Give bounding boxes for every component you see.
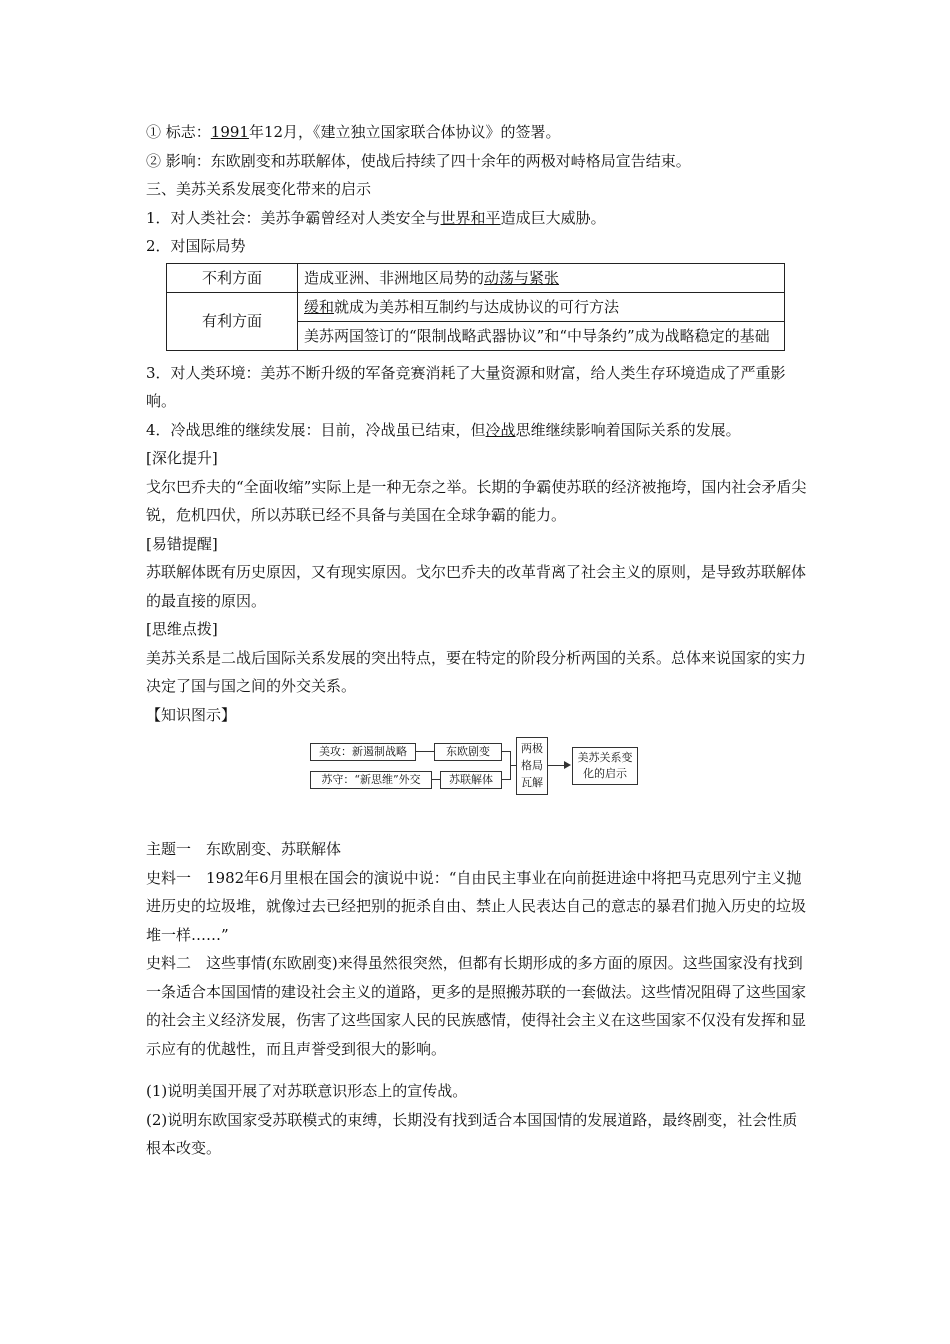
table-label-unfavorable: 不利方面 [167,263,298,292]
spacer [146,1063,810,1077]
diagram-box-us-offense: 美攻：新遏制战略 [310,743,416,761]
section-title-thinking: [思维点拨] [146,620,218,638]
line-impact: ② 影响：东欧剧变和苏联解体，使战后持续了四十余年的两极对峙格局宣告结束。 [146,151,691,170]
diagram-box-bipolar-collapse: 两极格局瓦解 [516,737,548,795]
connector [416,751,434,752]
diagram-box-soviet-collapse: 苏联解体 [440,771,502,789]
situation-table [166,263,785,351]
section-text-mistake: 苏联解体既有历史原因，又有现实原因。戈尔巴乔夫的改革背离了社会主义的原则，是导致苏联解体的最直接的原因。 [146,563,807,610]
section-title-deepen: [深化提升] [146,449,218,467]
line-sign: ① 标志：1991年12月，《建立独立国家联合体协议》的签署。 [146,123,561,141]
answer-one: (1)说明美国开展了对苏联意识形态上的宣传战。 [146,1082,468,1100]
line-society: 1．对人类社会：美苏争霸曾经对人类安全与世界和平造成巨大威胁。 [146,208,606,227]
knowledge-title: 【知识图示】 [146,705,237,724]
arrow-head-icon [564,761,571,769]
para-environment: 3．对人类环境：美苏不断升级的军备竞赛消耗了大量资源和财富，给人类生存环境造成了严重影响。 [146,363,786,410]
table-cell: 美苏两国签订的“限制战略武器协议”和“中导条约”成为战略稳定的基础 [298,321,785,350]
section-text-thinking: 美苏关系是二战后国际关系发展的突出特点，要在特定的阶段分析两国的关系。总体来说国家的实力决定了国与国之间的外交关系。 [146,648,807,695]
table-row [167,292,785,321]
table-cell: 造成亚洲、非洲地区局势的动荡与紧张 [298,263,785,292]
connector [432,779,440,780]
connector [502,751,510,752]
answer-two: (2)说明东欧国家受苏联模式的束缚，长期没有找到适合本国国情的发展道路，最终剧变，社会性质根本改变。 [146,1110,798,1157]
topic-title: 主题一 东欧剧变、苏联解体 [146,840,342,858]
table-row [167,263,785,292]
line-international: 2．对国际局势 [146,237,246,255]
diagram-box-eastern-europe: 东欧剧变 [434,743,502,761]
para-coldwar: 4．冷战思维的继续发展：目前，冷战虽已结束，但冷战思维继续影响着国际关系的发展。 [146,420,741,439]
diagram-box-lessons: 美苏关系变化的启示 [572,747,638,785]
diagram-box-soviet-defense: 苏守：“新思维”外交 [310,771,432,789]
section-text-deepen: 戈尔巴乔夫的“全面收缩”实际上是一种无奈之举。长期的争霸使苏联的经济被拖垮，国内社会矛盾尖锐，危机四伏，所以苏联已经不具备与美国在全球争霸的能力。 [146,477,807,524]
knowledge-diagram [146,733,810,817]
section-heading: 三、美苏关系发展变化带来的启示 [146,180,372,198]
source-one: 史料一 1982年6月里根在国会的演说中说：“自由民主事业在向前挺进途中将把马克思列宁主义抛进历史的垃圾堆，就像过去已经把别的扼杀自由、禁止人民表达自己的意志的暴君们抛入历史的垃圾堆一样……” [146,868,807,944]
document-page [146,118,810,1163]
table-label-favorable: 有利方面 [167,292,298,350]
section-title-mistake: [易错提醒] [146,534,218,553]
connector [502,779,510,780]
source-two: 史料二 这些事情(东欧剧变)来得虽然很突然，但都有长期形成的多方面的原因。这些国家没有找到一条适合本国国情的建设社会主义的道路，更多的是照搬苏联的一套做法。这些情况阻碍了这些国家的社会主义经济发展，伤害了这些国家人民的民族感情，使得社会主义在这些国家不仅没有发挥和显示应有的优越性，而且声誉受到很大的影响。 [146,954,807,1058]
table-cell: 缓和就成为美苏相互制约与达成协议的可行方法 [298,292,785,321]
